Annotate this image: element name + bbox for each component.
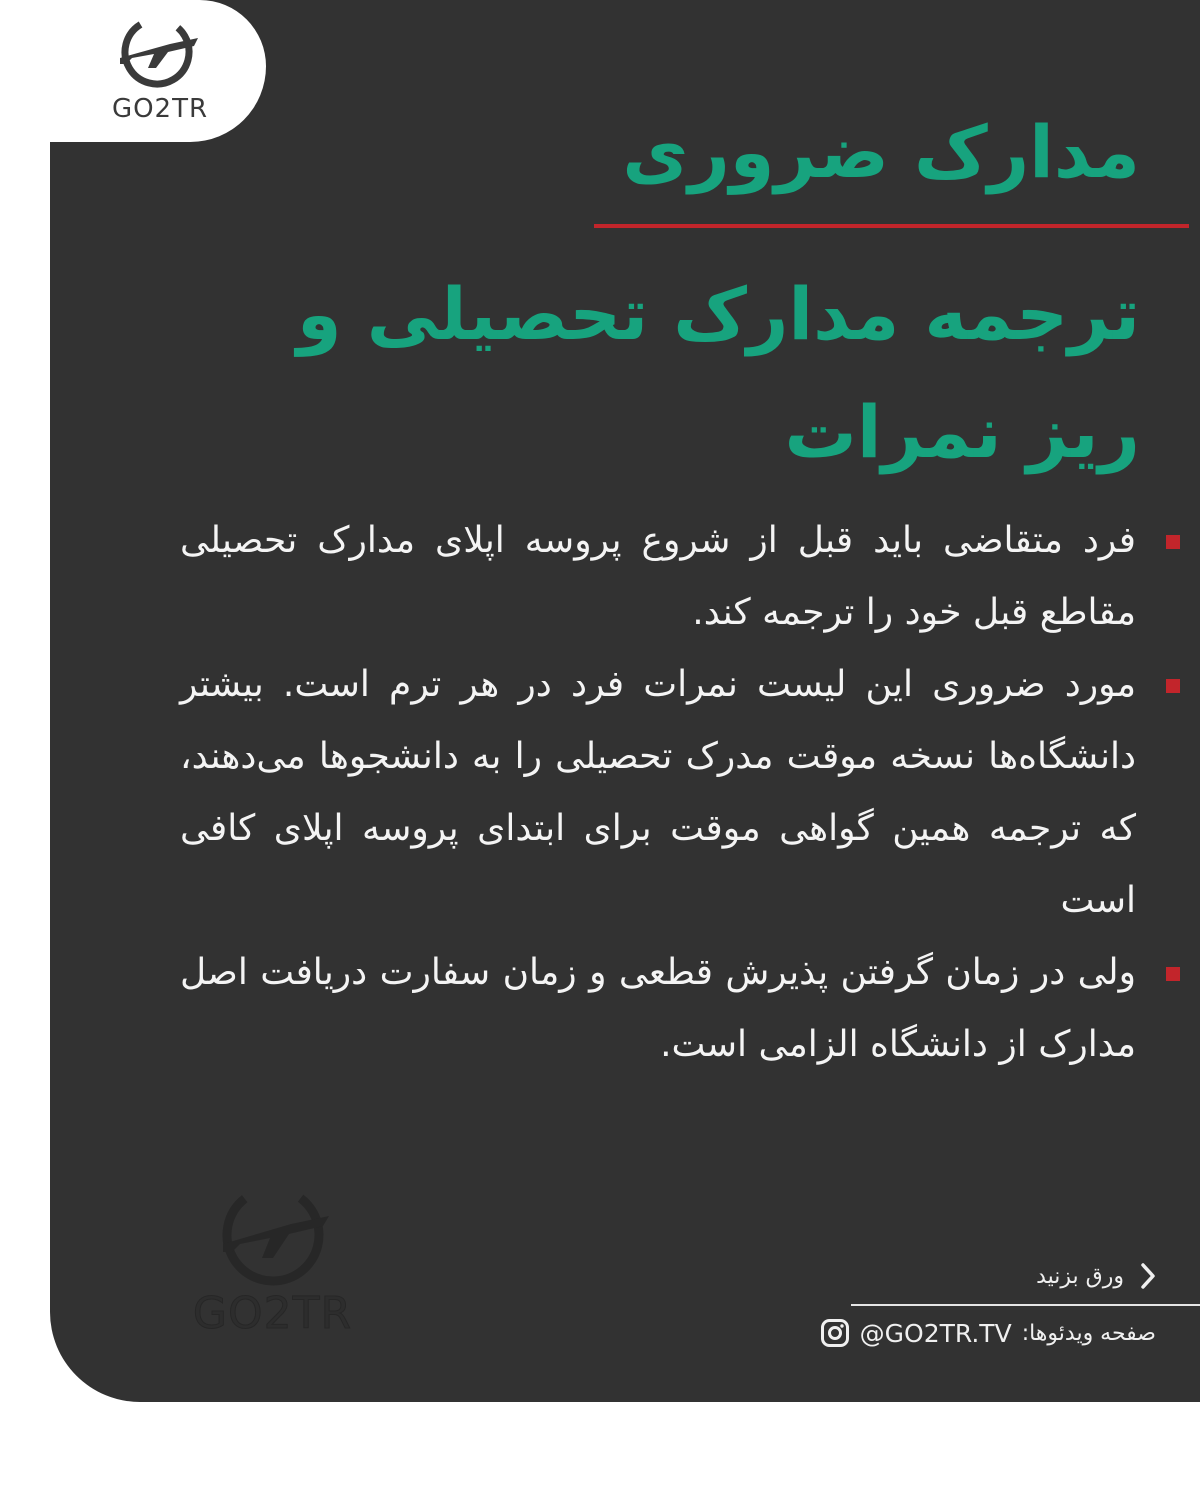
- bullet-text: ولی در زمان گرفتن پذیرش قطعی و زمان سفارت دریافت اصل مدارک از دانشگاه الزامی است.: [180, 952, 1136, 1065]
- bullet-text: مورد ضروری این لیست نمرات فرد در هر ترم است. بیشتر دانشگاه‌ها نسخه موقت مدرک تحصیلی را به دانشجوها می‌دهند، که ترجمه همین گواهی موقت برای ابتدای پروسه اپلای کافی است: [180, 664, 1136, 921]
- logo-text: GO2TR: [111, 94, 209, 124]
- page-subtitle: ترجمه مدارک تحصیلی و ریز نمرات: [296, 272, 1140, 474]
- bullet-text: فرد متقاضی باید قبل از شروع پروسه اپلای مدارک تحصیلی مقاطع قبل خود را ترجمه کند.: [180, 520, 1136, 633]
- bullet-item: [180, 505, 1190, 649]
- instagram-icon: [820, 1318, 850, 1348]
- social-handle[interactable]: @GO2TR.TV: [859, 1318, 1012, 1348]
- bullet-square-icon: [1166, 535, 1180, 549]
- chevron-right-icon: [1138, 1262, 1158, 1290]
- plane-watermark-icon: [213, 1180, 333, 1290]
- bullet-square-icon: [1166, 679, 1180, 693]
- swipe-hint[interactable]: [1036, 1262, 1158, 1290]
- social-label: صفحه ویدئوها:: [1021, 1320, 1156, 1346]
- bullet-item: [180, 649, 1190, 937]
- bullet-item: [180, 937, 1190, 1081]
- footer-divider: [851, 1304, 1200, 1306]
- bullet-list: [180, 505, 1190, 1081]
- page-title: مدارک ضروری: [622, 110, 1140, 194]
- watermark-logo: [185, 1180, 360, 1360]
- plane-logo-icon: [112, 14, 202, 90]
- watermark-text: GO2TR: [192, 1288, 353, 1339]
- social-link[interactable]: [820, 1318, 1156, 1348]
- bullet-square-icon: [1166, 967, 1180, 981]
- logo-badge: [50, 0, 266, 142]
- title-divider: [594, 224, 1189, 228]
- content-card: [50, 0, 1200, 1402]
- swipe-label: ورق بزنید: [1036, 1263, 1124, 1289]
